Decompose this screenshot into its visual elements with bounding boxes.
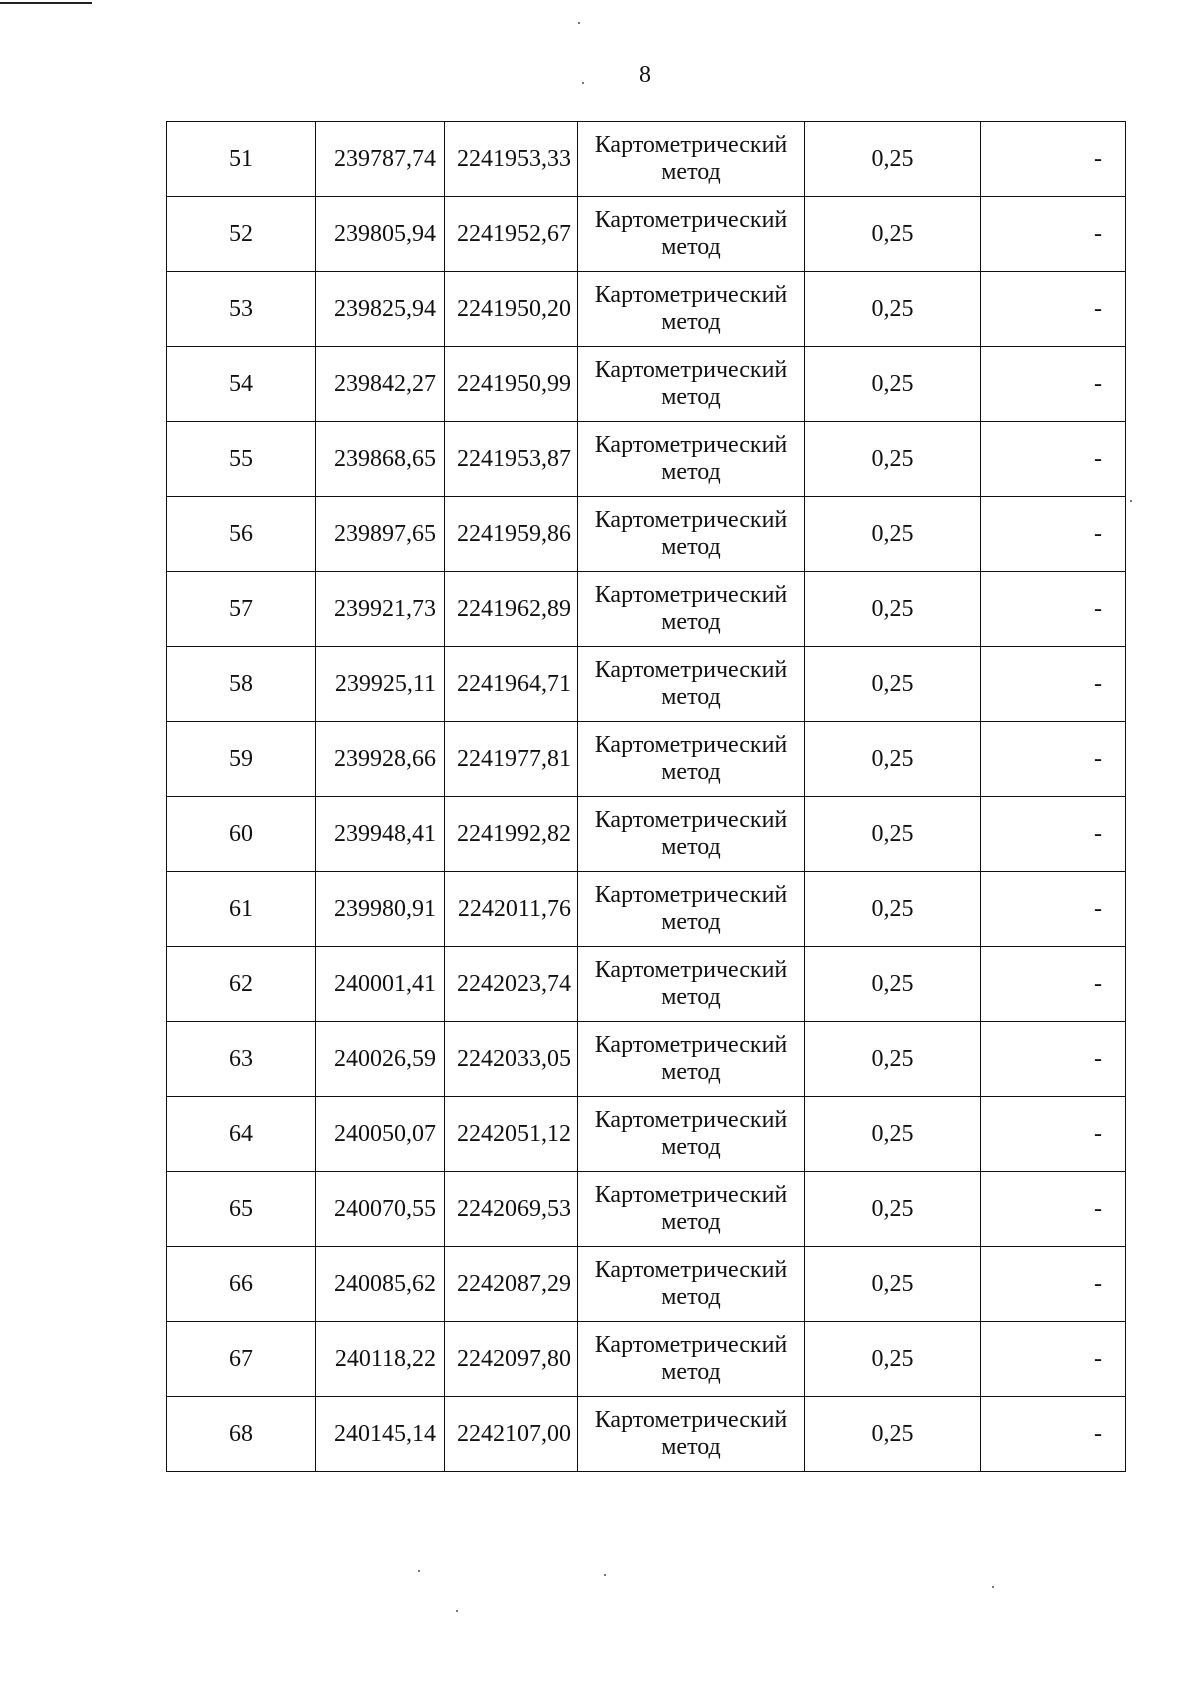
note-dash: - [981,497,1126,572]
scan-speck [456,1610,458,1612]
y-coordinate: 2242051,12 [445,1097,578,1172]
method-line-1: Картометрический [594,732,788,758]
x-coordinate: 239805,94 [316,197,445,272]
x-coordinate: 239868,65 [316,422,445,497]
table-row [167,1172,1126,1247]
table-row [167,422,1126,497]
x-coordinate: 240050,07 [316,1097,445,1172]
note-dash: - [981,1022,1126,1097]
y-coordinate: 2242023,74 [445,947,578,1022]
precision-value: 0,25 [805,797,981,872]
method-line-2: метод [661,834,721,860]
coordinates-table [166,121,1126,1472]
method-line-1: Картометрический [594,1332,788,1358]
method-line-1: Картометрический [594,657,788,683]
precision-value: 0,25 [805,947,981,1022]
method-line-1: Картометрический [594,1032,788,1058]
table-row [167,947,1126,1022]
point-number: 66 [167,1247,316,1322]
method-line-2: метод [661,1284,721,1310]
x-coordinate: 239925,11 [316,647,445,722]
table-row [167,1322,1126,1397]
table-row [167,122,1126,197]
point-number: 55 [167,422,316,497]
method-line-2: метод [661,234,721,260]
method-line-2: метод [661,684,721,710]
method-line-1: Картометрический [594,807,788,833]
y-coordinate: 2242097,80 [445,1322,578,1397]
note-dash: - [981,1322,1126,1397]
table-row [167,1097,1126,1172]
page-number: 8 [639,62,651,88]
y-coordinate: 2241950,20 [445,272,578,347]
point-number: 63 [167,1022,316,1097]
scan-speck [992,1586,994,1588]
y-coordinate: 2241962,89 [445,572,578,647]
method-cell [578,347,805,422]
method-line-2: метод [661,1209,721,1235]
note-dash: - [981,722,1126,797]
method-line-2: метод [661,1059,721,1085]
method-cell [578,1097,805,1172]
x-coordinate: 239787,74 [316,122,445,197]
x-coordinate: 239825,94 [316,272,445,347]
x-coordinate: 240085,62 [316,1247,445,1322]
method-line-1: Картометрический [594,1107,788,1133]
scan-speck [582,82,584,84]
note-dash: - [981,1172,1126,1247]
note-dash: - [981,1247,1126,1322]
y-coordinate: 2241964,71 [445,647,578,722]
scan-speck [418,1570,420,1572]
x-coordinate: 240070,55 [316,1172,445,1247]
point-number: 65 [167,1172,316,1247]
table-row [167,1247,1126,1322]
table-row [167,197,1126,272]
method-line-2: метод [661,984,721,1010]
method-line-2: метод [661,1434,721,1460]
y-coordinate: 2242033,05 [445,1022,578,1097]
method-cell [578,572,805,647]
note-dash: - [981,647,1126,722]
method-line-2: метод [661,1359,721,1385]
method-line-1: Картометрический [594,882,788,908]
method-line-1: Картометрический [594,132,788,158]
precision-value: 0,25 [805,872,981,947]
precision-value: 0,25 [805,272,981,347]
method-cell [578,872,805,947]
table-row [167,872,1126,947]
method-cell [578,197,805,272]
y-coordinate: 2241977,81 [445,722,578,797]
precision-value: 0,25 [805,1397,981,1472]
y-coordinate: 2241992,82 [445,797,578,872]
method-line-1: Картометрический [594,1257,788,1283]
y-coordinate: 2241950,99 [445,347,578,422]
method-line-1: Картометрический [594,357,788,383]
method-cell [578,122,805,197]
table-row [167,347,1126,422]
method-line-1: Картометрический [594,282,788,308]
method-line-2: метод [661,309,721,335]
table-row [167,497,1126,572]
point-number: 57 [167,572,316,647]
table-row [167,1022,1126,1097]
note-dash: - [981,947,1126,1022]
x-coordinate: 239842,27 [316,347,445,422]
method-cell [578,272,805,347]
point-number: 68 [167,1397,316,1472]
precision-value: 0,25 [805,1097,981,1172]
method-cell [578,497,805,572]
table-row [167,572,1126,647]
y-coordinate: 2242011,76 [445,872,578,947]
method-cell [578,1247,805,1322]
note-dash: - [981,572,1126,647]
method-line-1: Картометрический [594,207,788,233]
method-cell [578,647,805,722]
note-dash: - [981,197,1126,272]
method-cell [578,1397,805,1472]
table-row [167,722,1126,797]
method-line-1: Картометрический [594,1407,788,1433]
method-line-2: метод [661,759,721,785]
table-row [167,1397,1126,1472]
method-line-1: Картометрический [594,507,788,533]
point-number: 60 [167,797,316,872]
method-cell [578,1022,805,1097]
method-line-1: Картометрический [594,582,788,608]
point-number: 58 [167,647,316,722]
x-coordinate: 239980,91 [316,872,445,947]
y-coordinate: 2242107,00 [445,1397,578,1472]
note-dash: - [981,1097,1126,1172]
scan-edge-mark [0,2,92,4]
method-line-2: метод [661,534,721,560]
precision-value: 0,25 [805,497,981,572]
point-number: 51 [167,122,316,197]
method-cell [578,1172,805,1247]
x-coordinate: 240026,59 [316,1022,445,1097]
y-coordinate: 2241953,33 [445,122,578,197]
precision-value: 0,25 [805,422,981,497]
method-line-2: метод [661,159,721,185]
method-line-1: Картометрический [594,432,788,458]
point-number: 53 [167,272,316,347]
note-dash: - [981,1397,1126,1472]
x-coordinate: 240001,41 [316,947,445,1022]
y-coordinate: 2241959,86 [445,497,578,572]
precision-value: 0,25 [805,1022,981,1097]
method-cell [578,797,805,872]
y-coordinate: 2242069,53 [445,1172,578,1247]
point-number: 62 [167,947,316,1022]
table-row [167,272,1126,347]
method-line-1: Картометрический [594,957,788,983]
method-line-2: метод [661,1134,721,1160]
precision-value: 0,25 [805,197,981,272]
note-dash: - [981,422,1126,497]
point-number: 59 [167,722,316,797]
method-cell [578,722,805,797]
table-row [167,797,1126,872]
table-body [167,122,1126,1472]
method-line-2: метод [661,459,721,485]
note-dash: - [981,347,1126,422]
x-coordinate: 239897,65 [316,497,445,572]
y-coordinate: 2241952,67 [445,197,578,272]
precision-value: 0,25 [805,572,981,647]
note-dash: - [981,122,1126,197]
method-cell [578,947,805,1022]
method-line-2: метод [661,609,721,635]
x-coordinate: 240118,22 [316,1322,445,1397]
x-coordinate: 239948,41 [316,797,445,872]
note-dash: - [981,272,1126,347]
y-coordinate: 2242087,29 [445,1247,578,1322]
point-number: 67 [167,1322,316,1397]
point-number: 52 [167,197,316,272]
x-coordinate: 239928,66 [316,722,445,797]
note-dash: - [981,797,1126,872]
precision-value: 0,25 [805,1322,981,1397]
point-number: 61 [167,872,316,947]
note-dash: - [981,872,1126,947]
precision-value: 0,25 [805,722,981,797]
scan-speck [604,1574,606,1576]
method-line-1: Картометрический [594,1182,788,1208]
point-number: 56 [167,497,316,572]
y-coordinate: 2241953,87 [445,422,578,497]
precision-value: 0,25 [805,122,981,197]
method-line-2: метод [661,909,721,935]
method-cell [578,422,805,497]
x-coordinate: 239921,73 [316,572,445,647]
precision-value: 0,25 [805,647,981,722]
precision-value: 0,25 [805,347,981,422]
point-number: 64 [167,1097,316,1172]
scan-speck [578,22,580,24]
precision-value: 0,25 [805,1247,981,1322]
scan-speck [1130,500,1132,502]
table-row [167,647,1126,722]
precision-value: 0,25 [805,1172,981,1247]
method-line-2: метод [661,384,721,410]
x-coordinate: 240145,14 [316,1397,445,1472]
point-number: 54 [167,347,316,422]
method-cell [578,1322,805,1397]
